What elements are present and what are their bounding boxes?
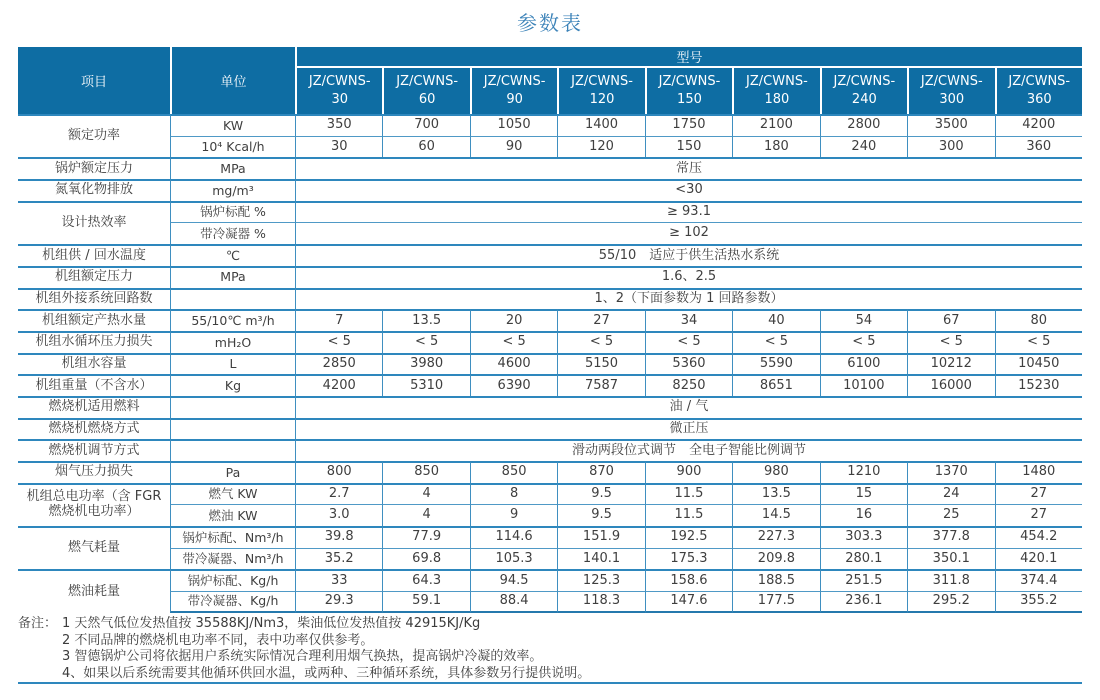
cell-value: 8651 [732,374,819,396]
table-row [18,309,1082,331]
cell-value: 10212 [907,353,994,375]
cell-value: 3.0 [295,504,382,526]
cell-value: 60 [382,136,469,158]
cell-value: 350.1 [907,548,994,570]
col-header-unit: 单位 [170,47,295,114]
col-header-model [907,68,994,114]
row-unit: MPa [170,266,295,288]
cell-value: 374.4 [995,569,1083,591]
cell-value: 209.8 [732,548,819,570]
cell-value: 280.1 [820,548,907,570]
col-header-model [557,68,644,114]
cell-value: 125.3 [557,569,644,591]
cell-value: 1210 [820,461,907,483]
cell-value: < 5 [470,331,557,353]
cell-span-value: 滑动两段位式调节 全电子智能比例调节 [295,439,1082,461]
cell-value: 34 [645,309,732,331]
cell-value: 120 [557,136,644,158]
cell-value: 33 [295,569,382,591]
row-unit: 带冷凝器 % [170,222,295,244]
cell-value: 1050 [470,114,557,136]
table-row [18,114,1082,136]
cell-value: 5150 [557,353,644,375]
cell-value: 2100 [732,114,819,136]
cell-value: 377.8 [907,526,994,548]
cell-value: 30 [295,136,382,158]
cell-value: 11.5 [645,504,732,526]
cell-span-value: 1.6、2.5 [295,266,1082,288]
note-lines [62,616,1082,682]
table-row [18,504,1082,526]
row-item-label: 机组水容量 [18,353,170,375]
cell-span-value: <30 [295,179,1082,201]
cell-value: 4 [382,504,469,526]
cell-span-value: ≥ 93.1 [295,201,1082,223]
page-title: 参数表 [517,11,583,35]
table-row [18,288,1082,310]
cell-value: 27 [557,309,644,331]
cell-value: 192.5 [645,526,732,548]
cell-value: 7 [295,309,382,331]
cell-value: 188.5 [732,569,819,591]
cell-span-value: 油 / 气 [295,396,1082,418]
table-row [18,418,1082,440]
cell-value: 15230 [995,374,1083,396]
cell-value: 5590 [732,353,819,375]
cell-value: 54 [820,309,907,331]
cell-value: 2850 [295,353,382,375]
cell-value: 10100 [820,374,907,396]
header-row-group [18,47,1082,68]
table-row [18,331,1082,353]
cell-value: 4600 [470,353,557,375]
row-unit: 带冷凝器、Nm³/h [170,548,295,570]
row-unit: MPa [170,157,295,179]
model-prefix: JZ/CWNS- [571,74,633,90]
cell-value: < 5 [907,331,994,353]
row-unit: 燃气 KW [170,483,295,505]
cell-value: 35.2 [295,548,382,570]
model-number: 360 [1026,92,1052,107]
col-header-model [382,68,469,114]
cell-value: < 5 [732,331,819,353]
cell-value: 1480 [995,461,1083,483]
model-prefix: JZ/CWNS- [833,74,896,90]
col-header-model [295,68,382,114]
row-item-label: 机组重量（不含水） [18,374,170,396]
col-header-model [470,68,557,114]
table-row [18,591,1082,613]
table-row [18,157,1082,179]
cell-value: 118.3 [557,591,644,613]
cell-span-value: 55/10 适应于供生活热水系统 [295,244,1082,266]
table-row [18,548,1082,570]
cell-value: 311.8 [907,569,994,591]
cell-value: < 5 [382,331,469,353]
cell-value: 850 [382,461,469,483]
cell-value: 1750 [645,114,732,136]
table-row [18,569,1082,591]
model-number: 30 [331,92,348,107]
row-unit: 燃油 KW [170,504,295,526]
table-row [18,244,1082,266]
cell-span-value: 微正压 [295,418,1082,440]
spec-table [18,47,1082,613]
model-prefix: JZ/CWNS- [483,74,546,90]
cell-value: 6100 [820,353,907,375]
row-item-label: 燃烧机燃烧方式 [18,418,170,440]
cell-value: 151.9 [557,526,644,548]
cell-span-value: ≥ 102 [295,222,1082,244]
bottom-rule [18,682,1082,684]
model-prefix: JZ/CWNS- [396,74,459,90]
cell-value: 9.5 [557,504,644,526]
cell-value: 175.3 [645,548,732,570]
cell-value: 88.4 [470,591,557,613]
cell-value: < 5 [995,331,1083,353]
col-header-model [645,68,732,114]
cell-value: 177.5 [732,591,819,613]
model-number: 240 [851,92,877,107]
notes-label: 备注： [18,616,58,631]
cell-value: 900 [645,461,732,483]
cell-value: 300 [907,136,994,158]
row-unit [170,396,295,418]
cell-value: 15 [820,483,907,505]
cell-value: 3980 [382,353,469,375]
cell-value: 227.3 [732,526,819,548]
cell-value: 240 [820,136,907,158]
cell-value: 180 [732,136,819,158]
cell-value: 8250 [645,374,732,396]
row-unit: 锅炉标配、Nm³/h [170,526,295,548]
row-item-label: 氮氧化物排放 [18,179,170,201]
cell-value: 251.5 [820,569,907,591]
model-number: 60 [418,92,436,107]
note-line: 2 不同品牌的燃烧机电功率不同，表中功率仅供参考。 [62,632,374,648]
row-unit: mH₂O [170,331,295,353]
cell-value: 4200 [295,374,382,396]
table-row [18,396,1082,418]
cell-value: 355.2 [995,591,1083,613]
spec-table-body [18,114,1082,613]
row-item-label: 额定功率 [18,114,170,157]
table-row [18,201,1082,223]
cell-value: 20 [470,309,557,331]
cell-value: 13.5 [382,309,469,331]
cell-value: 14.5 [732,504,819,526]
col-header-item: 项目 [18,47,170,114]
spec-table-header [18,47,1082,114]
row-unit: Pa [170,461,295,483]
row-item-label: 机组额定产热水量 [18,309,170,331]
table-row [18,266,1082,288]
table-row [18,374,1082,396]
row-unit [170,418,295,440]
row-item-label: 锅炉额定压力 [18,157,170,179]
cell-value: 6390 [470,374,557,396]
cell-value: 147.6 [645,591,732,613]
row-item-label: 设计热效率 [18,201,170,244]
row-item-label: 燃油耗量 [18,569,170,612]
cell-value: 158.6 [645,569,732,591]
cell-value: 236.1 [820,591,907,613]
cell-value: 9.5 [557,483,644,505]
row-item-label: 机组水循环压力损失 [18,331,170,353]
cell-value: 4 [382,483,469,505]
cell-span-value: 常压 [295,157,1082,179]
row-item-label: 机组外接系统回路数 [18,288,170,310]
cell-value: 10450 [995,353,1083,375]
cell-value: 700 [382,114,469,136]
table-row [18,439,1082,461]
cell-value: 980 [732,461,819,483]
row-unit: 55/10℃ m³/h [170,309,295,331]
note-line: 3 智德锅炉公司将依据用户系统实际情况合理利用烟气换热，提高锅炉冷凝的效率。 [62,649,543,664]
cell-value: 40 [732,309,819,331]
cell-value: 80 [995,309,1083,331]
cell-value: 3500 [907,114,994,136]
row-unit: Kg [170,374,295,396]
cell-value: 7587 [557,374,644,396]
model-prefix: JZ/CWNS- [1008,74,1071,90]
row-item-label: 燃气耗量 [18,526,170,569]
cell-value: 2800 [820,114,907,136]
cell-value: 90 [470,136,557,158]
table-row [18,136,1082,158]
cell-value: 24 [907,483,994,505]
cell-value: 454.2 [995,526,1083,548]
row-unit: 10⁴ Kcal/h [170,136,295,158]
row-unit [170,288,295,310]
cell-value: < 5 [645,331,732,353]
model-number: 150 [677,92,702,107]
row-item-label: 烟气压力损失 [18,461,170,483]
cell-value: 59.1 [382,591,469,613]
row-unit: L [170,353,295,375]
cell-value: 67 [907,309,994,331]
col-header-model-group: 型号 [295,47,1082,68]
cell-value: 77.9 [382,526,469,548]
cell-value: 870 [557,461,644,483]
cell-value: < 5 [820,331,907,353]
row-item-label: 机组额定压力 [18,266,170,288]
cell-value: 16000 [907,374,994,396]
cell-value: 1400 [557,114,644,136]
cell-value: 8 [470,483,557,505]
note-line: 4、如果以后系统需要其他循环供回水温，或两种、三种循环系统，具体参数另行提供说明。 [62,665,591,681]
notes-block [18,616,1082,682]
cell-value: 29.3 [295,591,382,613]
cell-value: 69.8 [382,548,469,570]
table-row [18,461,1082,483]
cell-value: 140.1 [557,548,644,570]
cell-value: 150 [645,136,732,158]
cell-value: 16 [820,504,907,526]
table-row [18,526,1082,548]
row-unit [170,439,295,461]
cell-value: < 5 [295,331,382,353]
model-prefix: JZ/CWNS- [658,74,721,90]
model-prefix: JZ/CWNS- [920,74,983,90]
cell-value: 1370 [907,461,994,483]
cell-value: 4200 [995,114,1083,136]
cell-value: 114.6 [470,526,557,548]
cell-value: 303.3 [820,526,907,548]
cell-value: 850 [470,461,557,483]
model-number: 180 [764,92,790,107]
model-number: 90 [506,92,523,107]
row-unit: mg/m³ [170,179,295,201]
cell-value: 39.8 [295,526,382,548]
cell-value: 27 [995,483,1083,505]
cell-value: 25 [907,504,994,526]
row-item-label: 燃烧机调节方式 [18,439,170,461]
table-row [18,179,1082,201]
col-header-model [732,68,819,114]
cell-value: 13.5 [732,483,819,505]
row-unit: 锅炉标配 % [170,201,295,223]
model-number: 300 [939,92,965,107]
cell-value: 350 [295,114,382,136]
row-unit: 带冷凝器、Kg/h [170,591,295,613]
cell-value: 2.7 [295,483,382,505]
row-item-label: 机组总电功率（含 FGR 燃烧机电功率） [18,483,170,526]
cell-value: 800 [295,461,382,483]
cell-value: 27 [995,504,1083,526]
cell-value: 11.5 [645,483,732,505]
cell-value: 105.3 [470,548,557,570]
cell-value: 295.2 [907,591,994,613]
row-item-label: 燃烧机适用燃料 [18,396,170,418]
row-unit: KW [170,114,295,136]
cell-value: 9 [470,504,557,526]
cell-span-value: 1、2（下面参数为 1 回路参数） [295,288,1082,310]
col-header-model [820,68,907,114]
cell-value: 64.3 [382,569,469,591]
cell-value: 5360 [645,353,732,375]
row-unit: 锅炉标配、Kg/h [170,569,295,591]
cell-value: 360 [995,136,1083,158]
cell-value: 420.1 [995,548,1083,570]
model-prefix: JZ/CWNS- [308,74,371,90]
col-header-model [995,68,1083,114]
table-row [18,222,1082,244]
table-row [18,353,1082,375]
cell-value: < 5 [557,331,644,353]
cell-value: 5310 [382,374,469,396]
model-prefix: JZ/CWNS- [746,74,808,90]
note-line: 1 天然气低位发热值按 35588KJ/Nm3，柴油低位发热值按 42915KJ/Kg [62,616,481,631]
model-number: 120 [589,92,615,107]
cell-value: 94.5 [470,569,557,591]
table-row [18,483,1082,505]
row-unit: ℃ [170,244,295,266]
row-item-label: 机组供 / 回水温度 [18,244,170,266]
